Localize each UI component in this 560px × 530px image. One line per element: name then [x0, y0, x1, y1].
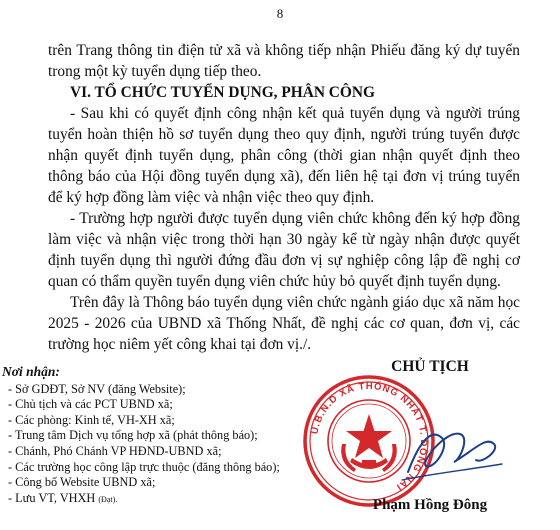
recipients-list — [2, 382, 312, 508]
section-heading: VI. TỔ CHỨC TUYỂN DỤNG, PHÂN CÔNG — [70, 84, 375, 101]
signer-name: Phạm Hồng Đông — [372, 497, 488, 513]
paragraph-1: - Sau khi có quyết định công nhận kết quả tuyển dụng và người trúng tuyển hoàn thiện hồ sơ tuyển dụng theo quy định, người trúng tuyển được nhận quyết định tuyển dụng, phân công (thời gian nhận quyết định theo thông báo của Hội đồng tuyển dụng xã), đến liên hệ tại đơn vị trúng tuyển để ký hợp đồng làm việc và nhận việc theo quy định. — [48, 105, 520, 206]
seal-text: U.B.N.D XÃ THỐNG NHẤT T. ĐỒNG NAI — [309, 380, 430, 493]
recipient-item: - Trung tâm Dịch vụ tổng hợp xã (phát thông báo); — [2, 428, 312, 444]
document-body — [48, 40, 520, 355]
recipient-last-note: (Đạt). — [98, 494, 118, 504]
recipient-item-last — [2, 491, 312, 508]
paragraph-continuation: trên Trang thông tin điện tử xã và không tiếp nhận Phiếu đăng ký dự tuyển trong một kỳ tuyển dụng tiếp theo. — [48, 42, 520, 80]
recipient-item: - Các phòng: Kinh tế, VH-XH xã; — [2, 413, 312, 429]
recipients-block — [2, 364, 312, 507]
paragraph-3: Trên đây là Thông báo tuyển dụng viên chức ngành giáo dục xã năm học 2025 - 2026 của UBND xã Thống Nhất, đề nghị các cơ quan, đơn vị, các trường học niêm yết công khai tại đơn vị./. — [48, 294, 520, 353]
recipient-last-label: Lưu VT, VHXH — [15, 490, 96, 505]
recipient-item: - Công bố Website UBND xã; — [2, 475, 312, 491]
signer-title: CHỦ TỊCH — [391, 358, 469, 375]
recipients-title: Nơi nhận: — [2, 364, 60, 379]
recipient-item: - Sở GDĐT, Sở NV (đăng Website); — [2, 382, 312, 398]
recipient-item: - Chủ tịch và các PCT UBND xã; — [2, 397, 312, 413]
recipient-item: - Chánh, Phó Chánh VP HĐND-UBND xã; — [2, 444, 312, 460]
handwritten-signature-icon — [390, 400, 510, 500]
page-number: 8 — [276, 6, 284, 21]
recipient-item: - Các trường học công lập trực thuộc (đăng thông báo); — [2, 460, 312, 476]
paragraph-2: - Trường hợp người được tuyển dụng viên chức không đến ký hợp đồng làm việc và nhận việc trong thời hạn 30 ngày kể từ ngày nhận được quyết định tuyển dụng thì người đứng đầu đơn vị sự nghiệp công lập đề nghị cơ quan có thẩm quyền tuyển dụng viên chức hủy bỏ quyết định tuyển dụng. — [48, 210, 520, 290]
